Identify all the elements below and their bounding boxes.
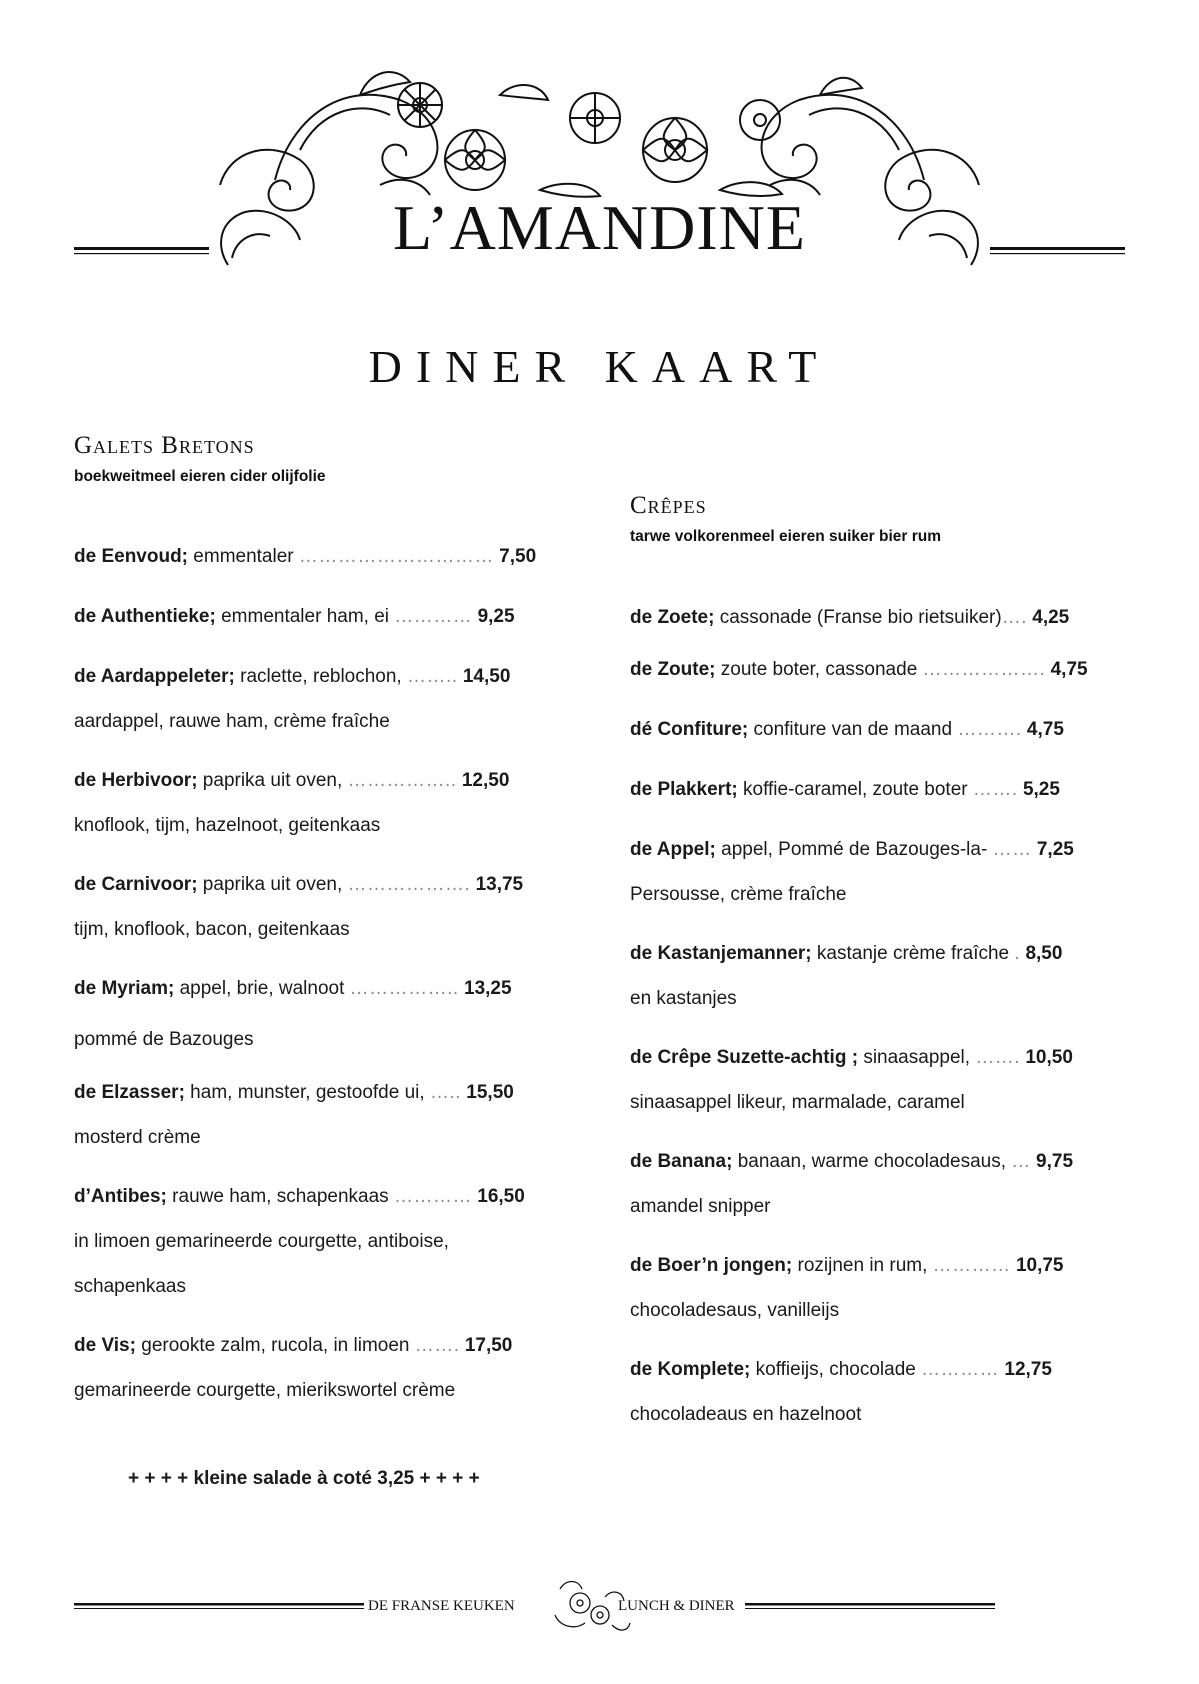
menu-item: de Appel; appel, Pommé de Bazouges-la- …… 7,25 Persousse, crème fraîche (630, 839, 1074, 905)
menu-item: de Banana; banaan, warme chocoladesaus, … 9,75 amandel snipper (630, 1151, 1074, 1217)
price: 9,25 (477, 606, 515, 627)
price: 4,25 (1032, 607, 1070, 628)
price: 17,50 (464, 1335, 513, 1356)
menu-item: de Vis; gerookte zalm, rucola, in limoen ……. 17,50 gemarineerde courgette, mierikswortel crème (74, 1335, 513, 1401)
price: 13,75 (475, 874, 524, 895)
brand-header (0, 0, 1199, 300)
menu-item: de Crêpe Suzette-achtig ; sinaasappel, ……. 10,50 sinaasappel likeur, marmalade, caramel (630, 1047, 1073, 1113)
menu-item: de Elzasser; ham, munster, gestoofde ui, ….. 15,50 mosterd crème (74, 1082, 514, 1148)
footer-left-text: DE FRANSE KEUKEN (368, 1598, 515, 1614)
menu-item: d’Antibes; rauwe ham, schapenkaas ………… 16,50 in limoen gemarineerde courgette, antiboise, schapenkaas (74, 1186, 525, 1297)
footer (0, 1575, 1199, 1645)
price: 7,50 (499, 546, 537, 567)
menu-item: de Carnivoor; paprika uit oven, ………………. 13,75 tijm, knoflook, bacon, geitenkaas (74, 874, 524, 940)
menu-item: de Herbivoor; paprika uit oven, …………….. 12,50 knoflook, tijm, hazelnoot, geitenkaas (74, 770, 510, 836)
brand-logo-text: L’AMANDINE (393, 192, 806, 263)
menu-item: de Boer’n jongen; rozijnen in rum, ………… 10,75 chocoladesaus, vanilleijs (630, 1255, 1064, 1321)
side-salad-note: + + + + kleine salade à coté 3,25 + + + + (128, 1468, 480, 1489)
footer-ornament-icon (0, 1575, 1199, 1645)
price: 10,50 (1025, 1047, 1073, 1068)
menu-item: de Plakkert; koffie-caramel, zoute boter ……. 5,25 (630, 779, 1060, 800)
menu-item: de Myriam; appel, brie, walnoot …………….. 13,25 pommé de Bazouges (74, 978, 512, 1050)
price: 8,50 (1025, 943, 1063, 964)
price: 16,50 (477, 1186, 525, 1207)
price: 9,75 (1036, 1151, 1074, 1172)
menu-item: de Zoete; cassonade (Franse bio rietsuiker)…. 4,25 (630, 607, 1070, 628)
section-subtitle: boekweitmeel eieren cider olijfolie (74, 468, 326, 485)
section-title: Crêpes (630, 492, 707, 519)
menu-item: dé Confiture; confiture van de maand ………. 4,75 (630, 719, 1064, 740)
price: 4,75 (1050, 659, 1088, 680)
price: 13,25 (464, 978, 512, 999)
section-subtitle: tarwe volkorenmeel eieren suiker bier rum (630, 528, 941, 545)
menu-item: de Eenvoud; emmentaler ………………………… 7,50 (74, 546, 537, 567)
price: 10,75 (1015, 1255, 1064, 1276)
menu-item: de Kastanjemanner; kastanje crème fraîche . 8,50 en kastanjes (630, 943, 1063, 1009)
price: 12,50 (461, 770, 510, 791)
menu-item: de Komplete; koffieijs, chocolade ………… 12,75 chocoladeaus en hazelnoot (630, 1359, 1052, 1425)
price: 4,75 (1026, 719, 1064, 740)
price: 5,25 (1022, 779, 1060, 800)
menu-item: de Aardappeleter; raclette, reblochon, …….. 14,50 aardappel, rauwe ham, crème fraîche (74, 666, 511, 732)
section-title: Galets Bretons (74, 432, 255, 459)
price: 15,50 (466, 1082, 514, 1103)
footer-right-text: LUNCH & DINER (618, 1598, 735, 1614)
menu-item: de Zoute; zoute boter, cassonade ………………. 4,75 (630, 659, 1088, 680)
price: 7,25 (1036, 839, 1074, 860)
price: 12,75 (1004, 1359, 1052, 1380)
menu-item: de Authentieke; emmentaler ham, ei ………… 9,25 (74, 606, 515, 627)
page-title: DINER KAART (368, 341, 831, 392)
price: 14,50 (462, 666, 511, 687)
